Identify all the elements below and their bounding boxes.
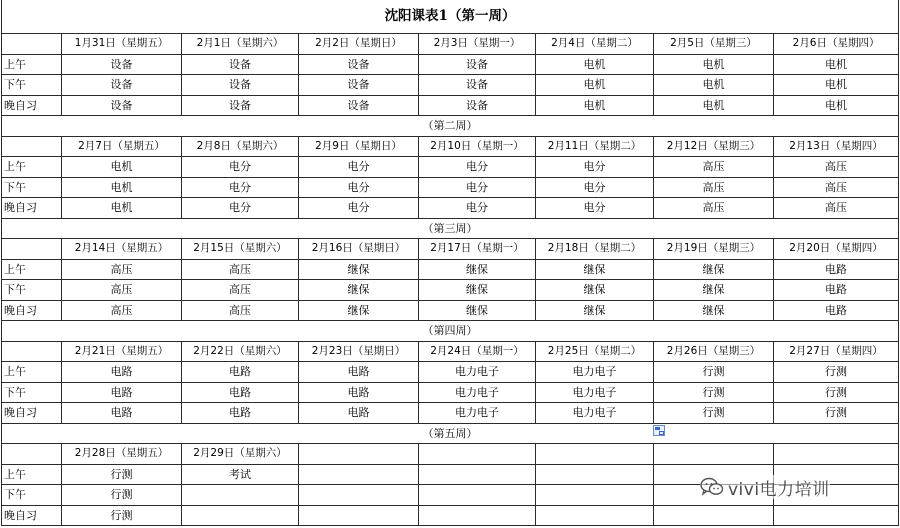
date-header-cell: 2月11日（星期二）	[536, 136, 654, 157]
course-cell: 设备	[419, 75, 536, 96]
course-cell: 继保	[299, 259, 419, 280]
date-header-cell: 2月23日（星期日）	[299, 341, 419, 362]
course-cell: 继保	[536, 300, 654, 321]
paste-options-icon[interactable]	[653, 425, 665, 436]
course-cell: 行测	[62, 464, 182, 485]
course-cell: 行测	[774, 362, 899, 383]
course-cell	[419, 505, 536, 526]
course-cell: 行测	[774, 382, 899, 403]
course-cell: 电力电子	[419, 362, 536, 383]
week-separator-row	[2, 218, 899, 239]
course-cell: 电机	[536, 54, 654, 75]
course-cell: 电路	[182, 382, 299, 403]
date-header-cell: 2月16日（星期日）	[299, 239, 419, 260]
week-label: （第五周）	[2, 423, 899, 444]
course-cell	[774, 505, 899, 526]
date-header-cell: 2月7日（星期五）	[62, 136, 182, 157]
course-cell: 电机	[62, 198, 182, 219]
date-header-cell: 1月31日（星期五）	[62, 34, 182, 55]
course-cell: 高压	[62, 280, 182, 301]
course-cell	[182, 505, 299, 526]
course-cell: 行测	[774, 403, 899, 424]
date-header-cell	[654, 444, 774, 465]
course-cell: 设备	[182, 75, 299, 96]
session-label: 上午	[2, 464, 62, 485]
session-label: 上午	[2, 259, 62, 280]
date-header-cell: 2月14日（星期五）	[62, 239, 182, 260]
session-row	[2, 403, 899, 424]
course-cell: 电分	[299, 157, 419, 178]
course-cell: 电机	[774, 54, 899, 75]
course-cell: 电机	[536, 75, 654, 96]
schedule-table	[1, 0, 899, 526]
course-cell: 考试	[182, 464, 299, 485]
date-header-row	[2, 444, 899, 465]
course-cell: 设备	[62, 95, 182, 116]
course-cell: 高压	[182, 259, 299, 280]
session-row	[2, 505, 899, 526]
course-cell: 设备	[299, 75, 419, 96]
session-label: 晚自习	[2, 95, 62, 116]
session-label: 上午	[2, 362, 62, 383]
session-row	[2, 362, 899, 383]
course-cell: 高压	[774, 198, 899, 219]
date-header-cell: 2月12日（星期三）	[654, 136, 774, 157]
course-cell: 继保	[536, 259, 654, 280]
course-cell: 电路	[774, 300, 899, 321]
course-cell	[299, 464, 419, 485]
course-cell: 继保	[654, 280, 774, 301]
week-label: （第二周）	[2, 116, 899, 137]
course-cell: 高压	[654, 157, 774, 178]
date-header-cell: 2月28日（星期五）	[62, 444, 182, 465]
course-cell: 设备	[182, 54, 299, 75]
session-label: 下午	[2, 485, 62, 506]
course-cell: 设备	[299, 95, 419, 116]
course-cell	[419, 464, 536, 485]
date-header-cell: 2月26日（星期三）	[654, 341, 774, 362]
date-header-cell: 2月24日（星期一）	[419, 341, 536, 362]
session-row	[2, 300, 899, 321]
course-cell: 电路	[62, 362, 182, 383]
course-cell: 电路	[182, 362, 299, 383]
course-cell: 电力电子	[419, 403, 536, 424]
date-header-cell: 2月2日（星期日）	[299, 34, 419, 55]
course-cell: 电路	[62, 382, 182, 403]
course-cell: 电机	[654, 95, 774, 116]
course-cell: 设备	[182, 95, 299, 116]
course-cell: 电机	[536, 95, 654, 116]
course-cell: 继保	[654, 259, 774, 280]
session-label: 上午	[2, 54, 62, 75]
course-cell: 行测	[654, 403, 774, 424]
corner-cell	[2, 239, 62, 260]
session-label: 晚自习	[2, 300, 62, 321]
date-header-row	[2, 136, 899, 157]
course-cell: 高压	[62, 300, 182, 321]
date-header-cell: 2月15日（星期六）	[182, 239, 299, 260]
week-label: （第四周）	[2, 321, 899, 342]
course-cell	[419, 485, 536, 506]
course-cell: 电分	[182, 198, 299, 219]
course-cell: 电分	[182, 157, 299, 178]
course-cell: 继保	[654, 300, 774, 321]
course-cell: 设备	[419, 95, 536, 116]
date-header-cell: 2月22日（星期六）	[182, 341, 299, 362]
course-cell: 电分	[182, 177, 299, 198]
course-cell: 电机	[62, 157, 182, 178]
date-header-cell: 2月21日（星期五）	[62, 341, 182, 362]
week-separator-row	[2, 321, 899, 342]
course-cell: 电力电子	[419, 382, 536, 403]
course-cell: 高压	[654, 198, 774, 219]
course-cell: 电分	[419, 177, 536, 198]
session-label: 晚自习	[2, 198, 62, 219]
course-cell: 电路	[774, 259, 899, 280]
date-header-row	[2, 34, 899, 55]
course-cell: 电分	[536, 177, 654, 198]
course-cell: 高压	[654, 177, 774, 198]
course-cell: 电力电子	[536, 362, 654, 383]
corner-cell	[2, 136, 62, 157]
course-cell: 电路	[299, 362, 419, 383]
session-label: 下午	[2, 177, 62, 198]
session-row	[2, 157, 899, 178]
course-cell: 继保	[419, 300, 536, 321]
course-cell	[654, 505, 774, 526]
date-header-cell: 2月29日（星期六）	[182, 444, 299, 465]
date-header-cell: 2月19日（星期三）	[654, 239, 774, 260]
course-cell: 电路	[299, 382, 419, 403]
week-separator-row	[2, 423, 899, 444]
watermark	[700, 475, 830, 499]
course-cell: 电力电子	[536, 382, 654, 403]
date-header-cell: 2月1日（星期六）	[182, 34, 299, 55]
date-header-row	[2, 239, 899, 260]
course-cell: 电机	[62, 177, 182, 198]
date-header-cell: 2月13日（星期四）	[774, 136, 899, 157]
session-row	[2, 75, 899, 96]
course-cell	[536, 505, 654, 526]
course-cell: 行测	[654, 382, 774, 403]
course-cell	[182, 485, 299, 506]
course-cell: 电路	[774, 280, 899, 301]
date-header-cell	[774, 444, 899, 465]
date-header-cell	[419, 444, 536, 465]
session-label: 下午	[2, 280, 62, 301]
course-cell: 电分	[536, 198, 654, 219]
date-header-row	[2, 341, 899, 362]
date-header-cell: 2月3日（星期一）	[419, 34, 536, 55]
course-cell: 继保	[419, 259, 536, 280]
course-cell: 电路	[62, 403, 182, 424]
date-header-cell: 2月18日（星期二）	[536, 239, 654, 260]
session-row	[2, 280, 899, 301]
session-row	[2, 54, 899, 75]
course-cell: 高压	[774, 177, 899, 198]
course-cell: 高压	[182, 300, 299, 321]
date-header-cell	[536, 444, 654, 465]
page-title: 沈阳课表1（第一周）	[2, 0, 899, 34]
date-header-cell: 2月6日（星期四）	[774, 34, 899, 55]
course-cell: 设备	[62, 75, 182, 96]
course-cell: 电机	[774, 95, 899, 116]
course-cell	[299, 505, 419, 526]
date-header-cell: 2月9日（星期日）	[299, 136, 419, 157]
session-row	[2, 198, 899, 219]
course-cell: 高压	[62, 259, 182, 280]
session-label: 上午	[2, 157, 62, 178]
session-label: 晚自习	[2, 505, 62, 526]
course-cell: 继保	[536, 280, 654, 301]
corner-cell	[2, 341, 62, 362]
session-row	[2, 177, 899, 198]
week-separator-row	[2, 116, 899, 137]
session-row	[2, 259, 899, 280]
course-cell: 设备	[299, 54, 419, 75]
date-header-cell: 2月20日（星期四）	[774, 239, 899, 260]
course-cell	[536, 464, 654, 485]
corner-cell	[2, 444, 62, 465]
date-header-cell: 2月17日（星期一）	[419, 239, 536, 260]
date-header-cell: 2月8日（星期六）	[182, 136, 299, 157]
course-cell: 高压	[182, 280, 299, 301]
session-label: 下午	[2, 75, 62, 96]
course-cell: 电分	[419, 157, 536, 178]
title-row	[2, 0, 899, 34]
course-cell	[536, 485, 654, 506]
course-cell: 设备	[62, 54, 182, 75]
watermark-text: vivi电力培训	[728, 479, 830, 500]
date-header-cell: 2月10日（星期一）	[419, 136, 536, 157]
course-cell: 电分	[299, 177, 419, 198]
corner-cell	[2, 34, 62, 55]
week-label: （第三周）	[2, 218, 899, 239]
course-cell: 行测	[654, 362, 774, 383]
course-cell: 电分	[536, 157, 654, 178]
course-cell: 行测	[62, 485, 182, 506]
course-cell: 电分	[419, 198, 536, 219]
course-cell: 电机	[774, 75, 899, 96]
date-header-cell: 2月4日（星期二）	[536, 34, 654, 55]
session-row	[2, 95, 899, 116]
course-cell	[299, 485, 419, 506]
course-cell: 高压	[774, 157, 899, 178]
course-cell: 电路	[182, 403, 299, 424]
course-cell: 行测	[62, 505, 182, 526]
course-cell: 电机	[654, 75, 774, 96]
wechat-logo-icon	[700, 476, 724, 498]
session-row	[2, 382, 899, 403]
course-cell: 设备	[419, 54, 536, 75]
course-cell: 电路	[299, 403, 419, 424]
date-header-cell: 2月25日（星期二）	[536, 341, 654, 362]
course-cell: 电机	[654, 54, 774, 75]
course-cell: 继保	[299, 280, 419, 301]
session-label: 晚自习	[2, 403, 62, 424]
course-cell: 继保	[299, 300, 419, 321]
course-cell: 继保	[419, 280, 536, 301]
date-header-cell: 2月27日（星期四）	[774, 341, 899, 362]
date-header-cell	[299, 444, 419, 465]
course-cell: 电分	[299, 198, 419, 219]
date-header-cell: 2月5日（星期三）	[654, 34, 774, 55]
course-cell: 电力电子	[536, 403, 654, 424]
session-label: 下午	[2, 382, 62, 403]
